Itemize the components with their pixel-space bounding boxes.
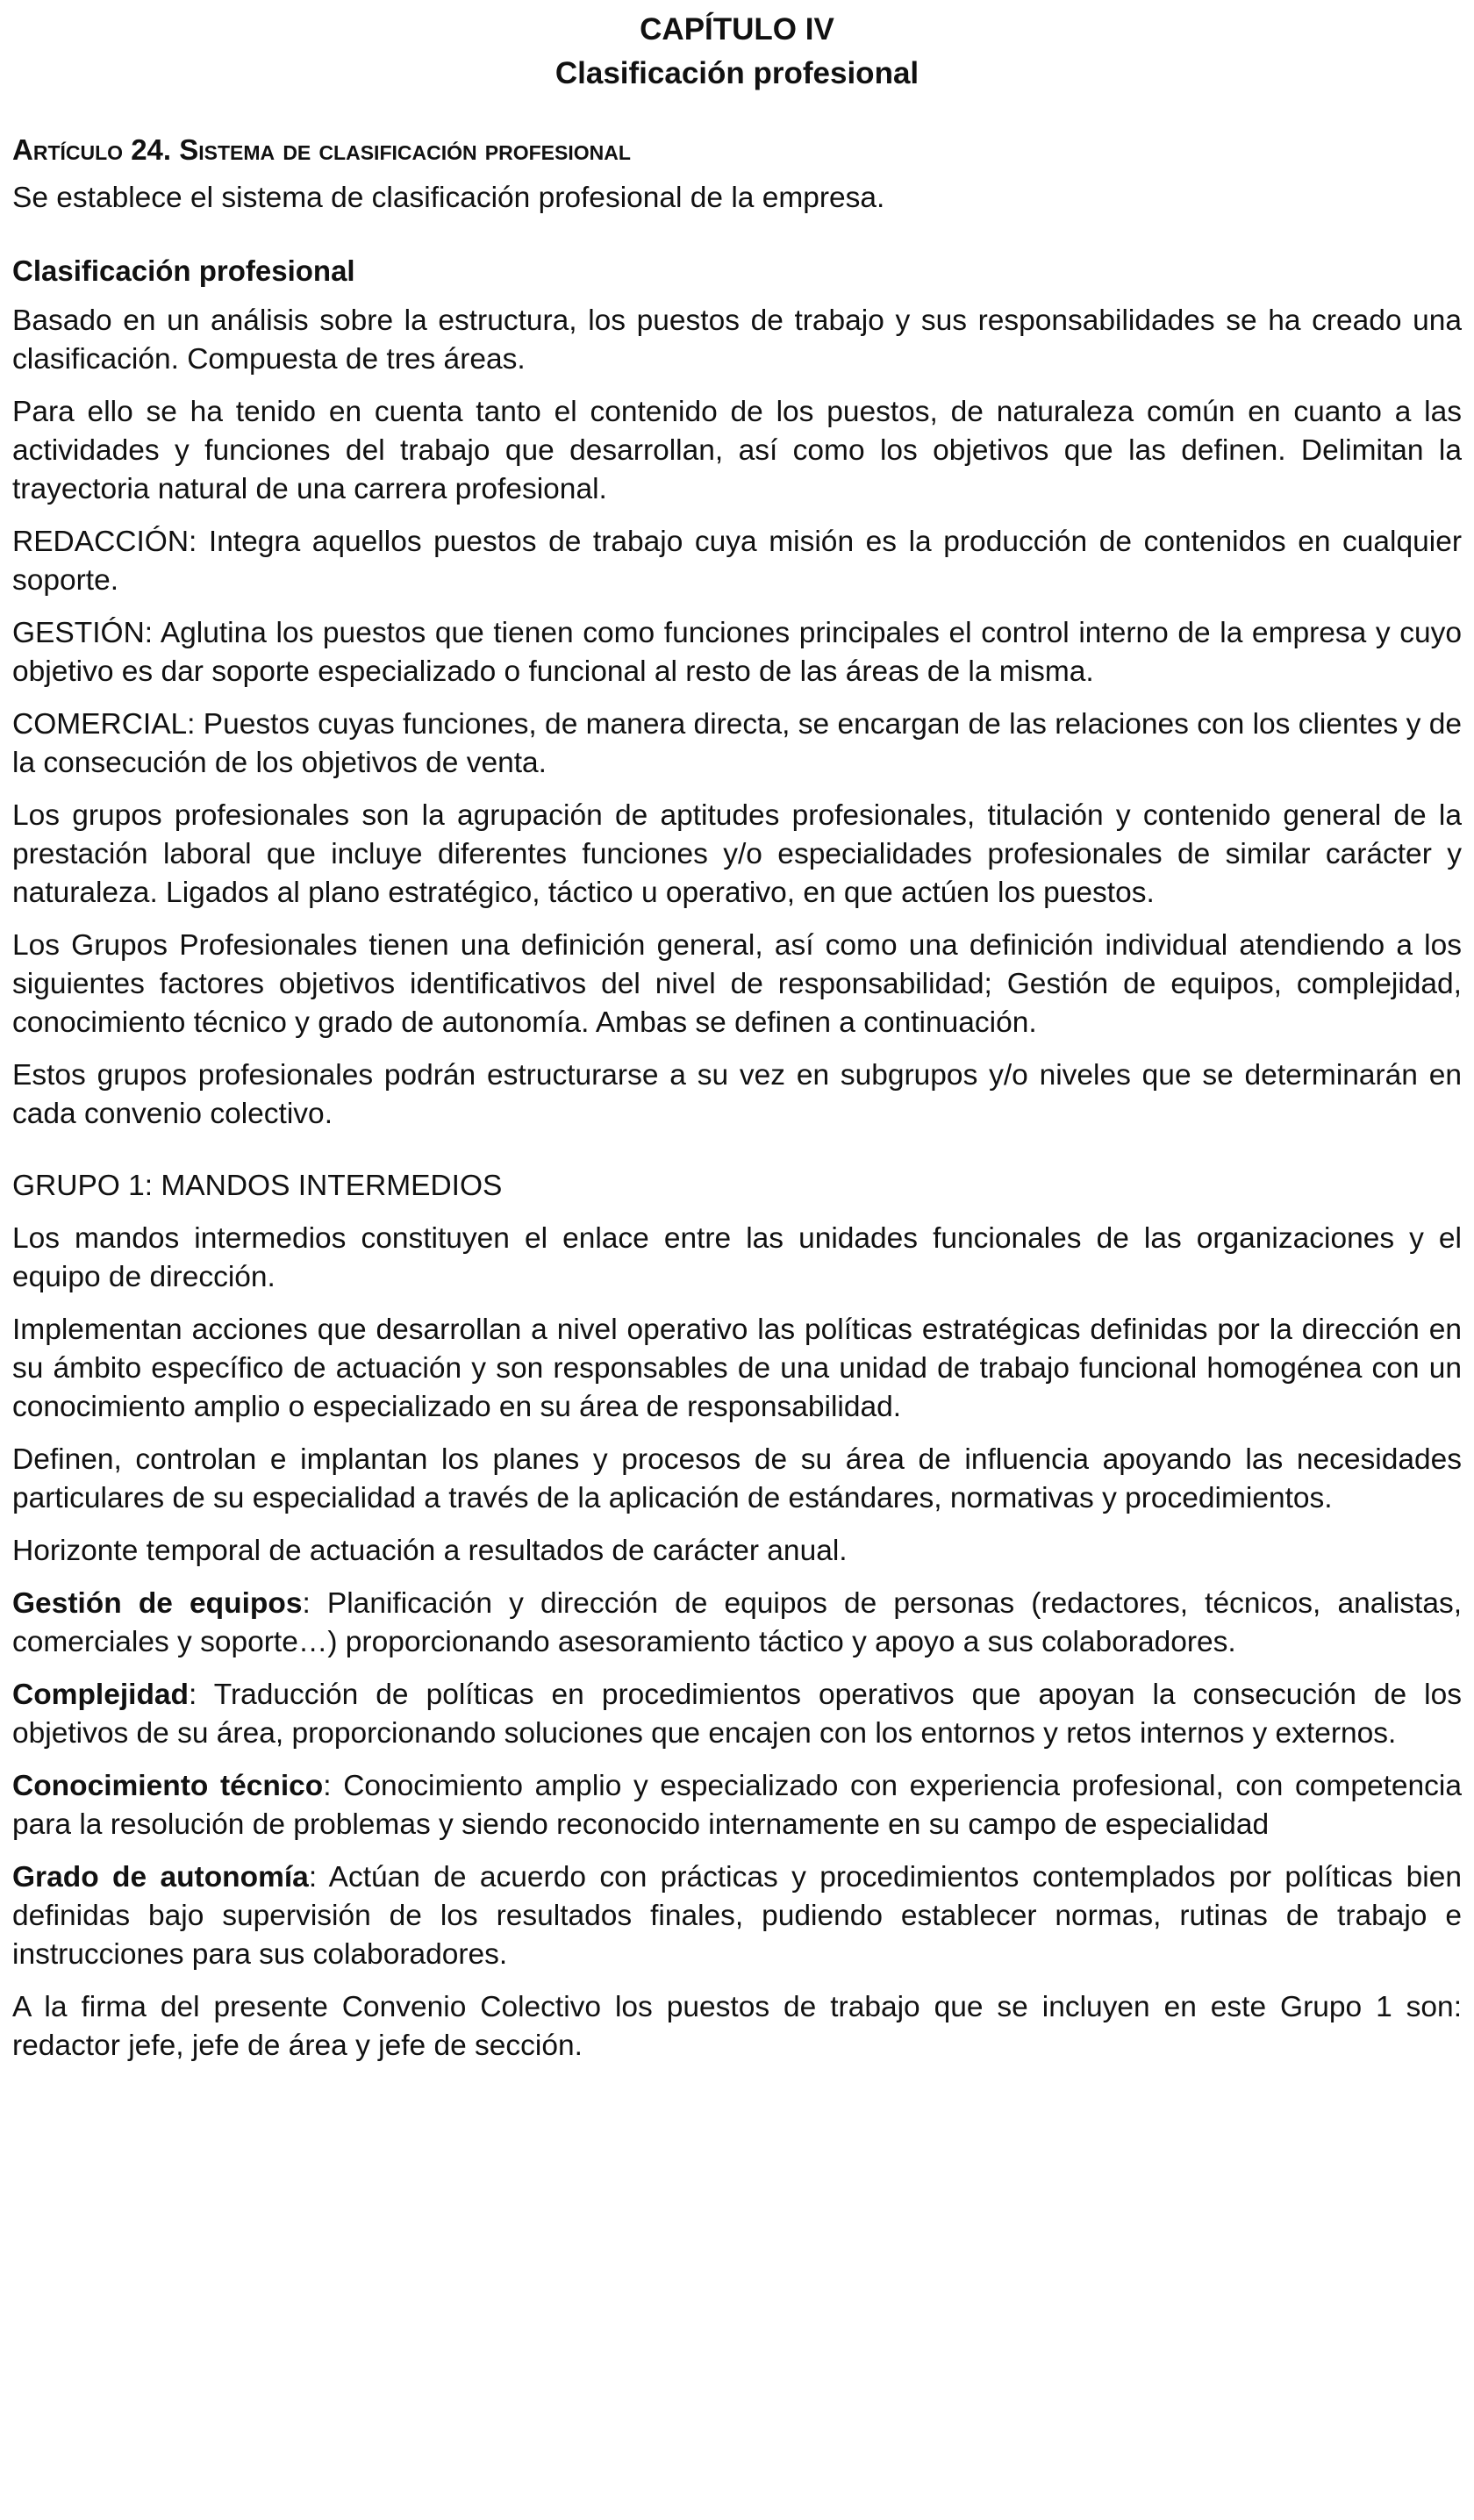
factor-grado-autonomia [12, 1858, 1462, 1974]
paragraph-subgroups: Estos grupos profesionales podrán estructurarse a su vez en subgrupos y/o niveles que se determinarán en cada convenio colectivo. [12, 1059, 1462, 1130]
factor-text: : Actúan de acuerdo con prácticas y procedimientos contemplados por políticas bien definidas bajo supervisión de los resultados finales, pudiendo establecer normas, rutinas de trabajo e instrucciones para sus colaboradores. [12, 1861, 1462, 1971]
paragraph-redaccion: REDACCIÓN: Integra aquellos puestos de trabajo cuya misión es la producción de contenidos en cualquier soporte. [12, 526, 1462, 597]
group1-paragraph-link: Los mandos intermedios constituyen el enlace entre las unidades funcionales de las organizaciones y el equipo de dirección. [12, 1222, 1462, 1293]
factor-conocimiento-tecnico [12, 1767, 1462, 1844]
paragraph-structure: Basado en un análisis sobre la estructura, los puestos de trabajo y sus responsabilidades se ha creado una clasificación. Compuesta de tres áreas. [12, 304, 1462, 376]
factor-complejidad [12, 1676, 1462, 1753]
group1-heading: GRUPO 1: MANDOS INTERMEDIOS [12, 1170, 503, 1202]
factor-gestion-equipos [12, 1585, 1462, 1662]
paragraph-comercial: COMERCIAL: Puestos cuyas funciones, de manera directa, se encargan de las relaciones con los clientes y de la consecución de los objetivos de venta. [12, 708, 1462, 779]
factor-text: : Traducción de políticas en procedimientos operativos que apoyan la consecución de los objetivos de su área, proporcionando soluciones que encajen con los entornos y retos internos y externos. [12, 1679, 1462, 1750]
group1-paragraph-horizon: Horizonte temporal de actuación a resultados de carácter anual. [12, 1535, 848, 1567]
factor-term: Grado de autonomía [12, 1861, 309, 1894]
group1-paragraph-define: Definen, controlan e implantan los planes y procesos de su área de influencia apoyando las necesidades particulares de su especialidad a través de la aplicación de estándares, normativas y procedimientos. [12, 1443, 1462, 1514]
factor-term: Complejidad [12, 1679, 190, 1711]
chapter-title: CAPÍTULO IV [640, 12, 834, 47]
factor-term: Conocimiento técnico [12, 1770, 324, 1802]
group1-paragraph-implement: Implementan acciones que desarrollan a nivel operativo las políticas estratégicas definidas por la dirección en su ámbito específico de actuación y son responsables de una unidad de trabajo funcional homogénea con un conocimiento amplio o especializado en su área de responsabilidad. [12, 1314, 1462, 1423]
article-heading: Artículo 24. Sistema de clasificación profesional [12, 133, 631, 166]
article-intro: Se establece el sistema de clasificación profesional de la empresa. [12, 182, 885, 214]
factor-term: Gestión de equipos [12, 1587, 303, 1620]
section-heading-clasificacion: Clasificación profesional [12, 254, 355, 287]
chapter-subtitle: Clasificación profesional [555, 56, 919, 90]
paragraph-groups: Los grupos profesionales son la agrupación de aptitudes profesionales, titulación y contenido general de la prestación laboral que incluye diferentes funciones y/o especialidades profesionales de similar carácter y naturaleza. Ligados al plano estratégico, táctico u operativo, en que actúen los puestos. [12, 799, 1462, 909]
factor-text: : Conocimiento amplio y especializado con experiencia profesional, con competencia para la resolución de problemas y siendo reconocido internamente en su campo de especialidad [12, 1770, 1462, 1841]
paragraph-content: Para ello se ha tenido en cuenta tanto el contenido de los puestos, de naturaleza común en cuanto a las actividades y funciones del trabajo que desarrollan, así como los objetivos que las definen. Delimitan la trayectoria natural de una carrera profesional. [12, 396, 1462, 505]
paragraph-gestion: GESTIÓN: Aglutina los puestos que tienen como funciones principales el control interno de la empresa y cuyo objetivo es dar soporte especializado o funcional al resto de las áreas de la misma. [12, 617, 1462, 688]
paragraph-definitions: Los Grupos Profesionales tienen una definición general, así como una definición individual atendiendo a los siguientes factores objetivos identificativos del nivel de responsabilidad; Gestión de equipos, complejidad, conocimiento técnico y grado de autonomía. Ambas se definen a continuación. [12, 929, 1462, 1039]
factor-text: : Planificación y dirección de equipos de personas (redactores, técnicos, analistas, comerciales y soporte…) proporcionando asesoramiento táctico y apoyo a sus colaboradores. [12, 1587, 1463, 1658]
group1-closing: A la firma del presente Convenio Colectivo los puestos de trabajo que se incluyen en este Grupo 1 son: redactor jefe, jefe de área y jefe de sección. [12, 1991, 1462, 2062]
